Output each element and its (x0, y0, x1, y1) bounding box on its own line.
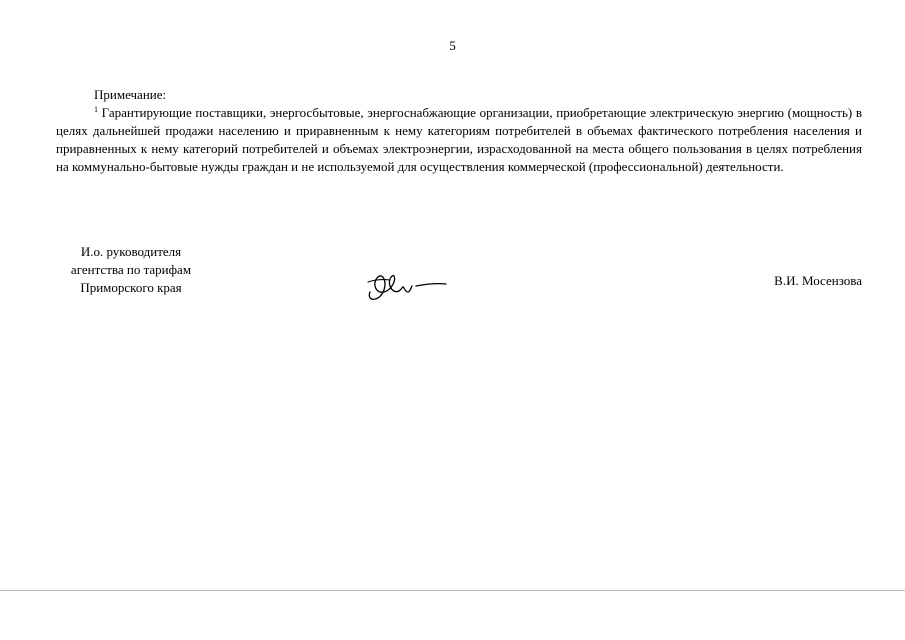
signer-title (46, 243, 216, 297)
footnote-marker: 1 (94, 105, 98, 114)
page-number: 5 (449, 38, 456, 53)
signer-title-line: И.о. руководителя (80, 244, 182, 259)
note-heading: Примечание: (94, 87, 167, 102)
signer-title-line: агентства по тарифам (70, 262, 192, 277)
footer-divider (0, 590, 905, 591)
note-text: Гарантирующие поставщики, энергосбытовые, энергоснабжающие организации, приобретающие электрическую энергию (мощность) в целях дальнейшей продажи населению и приравненным к нему категориям потребителей в объемах фактического потребления населения и приравненных к нему категорий потребителей и объемах электроэнергии, израсходованной на места общего пользования в целях потребления на коммунально-бытовые нужды граждан и не используемой для осуществления коммерческой (профессиональной) деятельности. (56, 105, 862, 174)
signer-name: В.И. Мосензова (774, 273, 862, 288)
note-body (56, 104, 862, 176)
signer-title-line: Приморского края (80, 280, 182, 295)
handwritten-signature (360, 262, 450, 306)
note-section (56, 86, 862, 176)
